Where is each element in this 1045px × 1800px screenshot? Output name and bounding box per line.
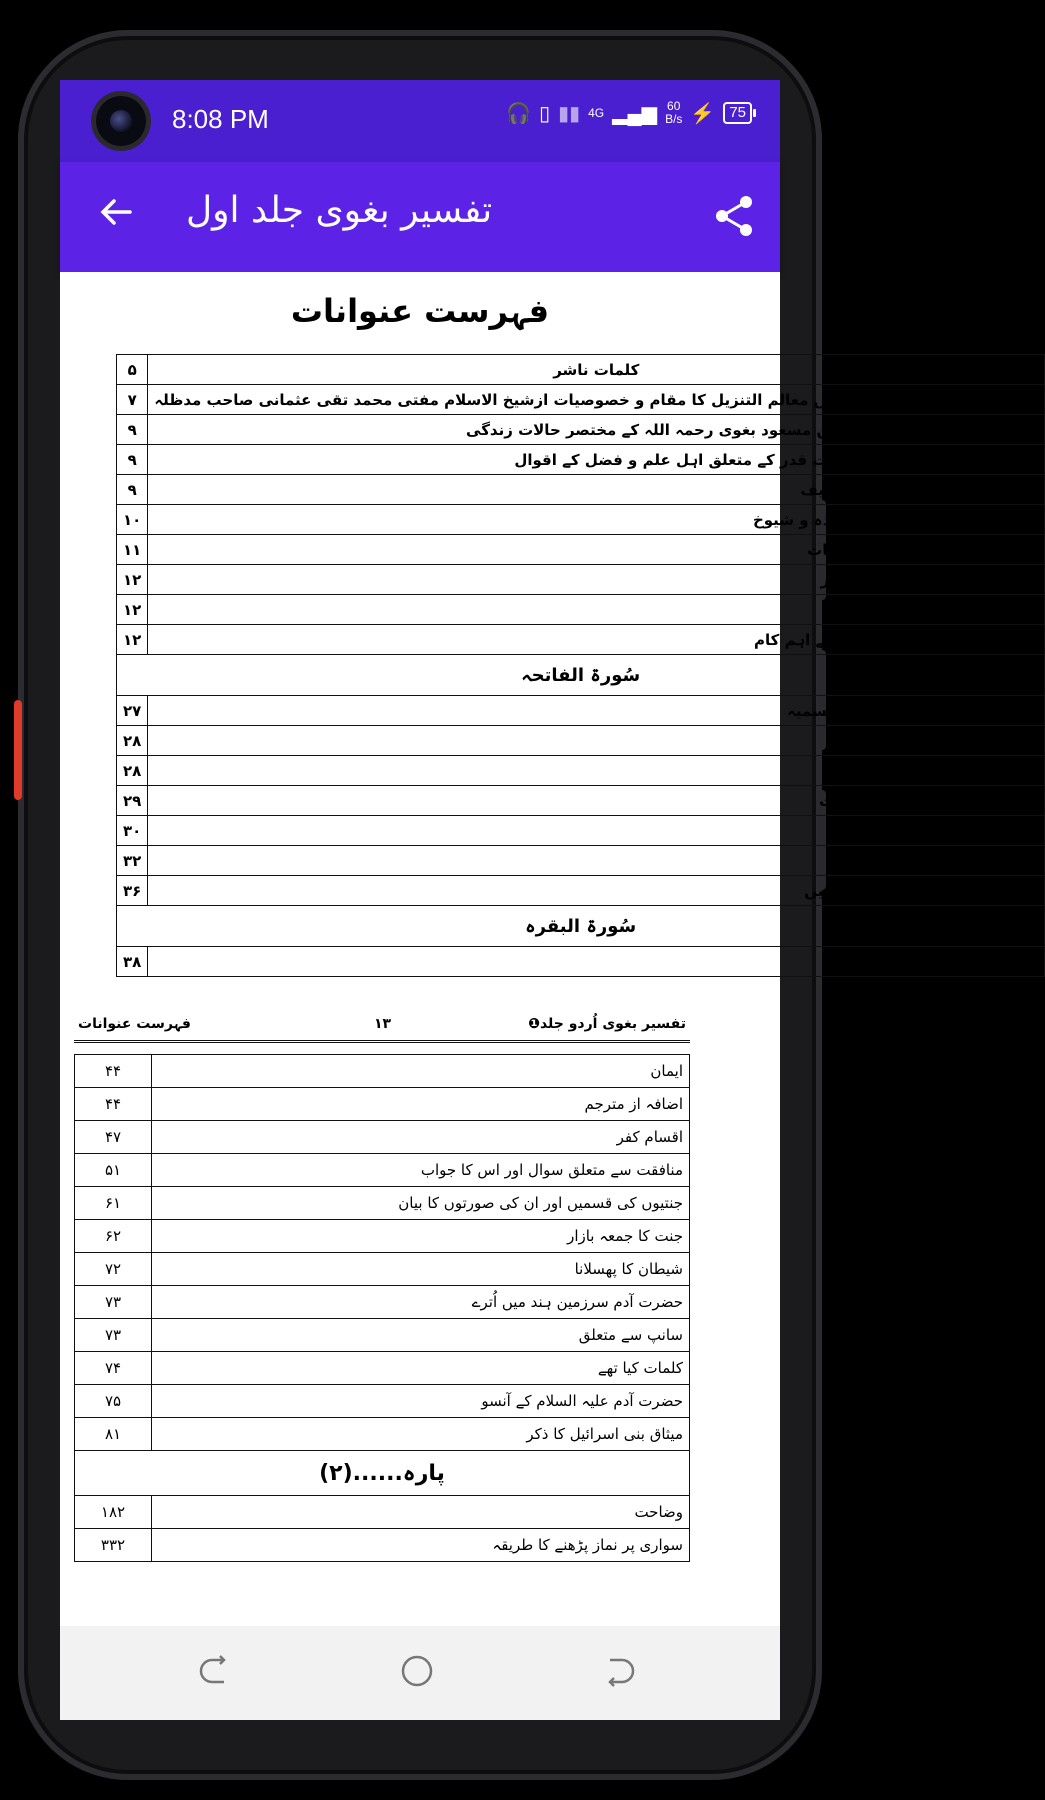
table-row bbox=[117, 756, 1045, 786]
row-page-number: ۳۳۲ bbox=[75, 1529, 152, 1562]
row-title: امام بغوی رحمہ اللہ کے اساتذہ و شیوخ bbox=[148, 505, 1045, 535]
row-page-number: ۱۲ bbox=[117, 595, 148, 625]
nav-recent-icon[interactable] bbox=[600, 1654, 634, 1688]
page2-header-book: تفسیر بغوی اُردو جلد❶ bbox=[528, 1016, 686, 1032]
row-title: فصل فضیلت فاتحہ کے بیان میں bbox=[148, 876, 1045, 906]
row-page-number: ۷۳ bbox=[75, 1319, 152, 1352]
speed-value: 60 bbox=[667, 99, 681, 113]
row-page-number: ۲۷ bbox=[117, 696, 148, 726]
nav-back-icon[interactable] bbox=[200, 1654, 234, 1688]
row-page-number: ۹ bbox=[117, 475, 148, 505]
row-page-number: ۱۲ bbox=[117, 565, 148, 595]
table-row bbox=[75, 1154, 690, 1187]
table-row bbox=[117, 876, 1045, 906]
table-row bbox=[75, 1286, 690, 1319]
table-row bbox=[75, 1385, 690, 1418]
row-title: رحمۃ کا معنی bbox=[148, 816, 1045, 846]
table-row bbox=[75, 1088, 690, 1121]
table-row bbox=[117, 535, 1045, 565]
table-row bbox=[117, 445, 1045, 475]
network-speed bbox=[665, 100, 682, 126]
row-page-number: ۱۲ bbox=[117, 625, 148, 655]
table-row bbox=[117, 816, 1045, 846]
table-row bbox=[117, 947, 1045, 977]
battery-icon: 75 bbox=[723, 102, 752, 124]
row-page-number: ۳۶ bbox=[117, 876, 148, 906]
row-title: حضرت آدم علیہ السلام کے آنسو bbox=[152, 1385, 690, 1418]
page2-header bbox=[74, 1012, 690, 1043]
speed-unit: B/s bbox=[665, 112, 683, 126]
row-page-number: ۳۰ bbox=[117, 816, 148, 846]
row-title: کلمات کیا تھے bbox=[152, 1352, 690, 1385]
app-bar bbox=[60, 162, 780, 272]
section-title: سُورۃ الفاتحہ bbox=[117, 655, 1045, 696]
row-page-number: ۷ bbox=[117, 385, 148, 415]
network-type: 4G bbox=[588, 105, 605, 120]
navigation-bar bbox=[60, 1626, 780, 1720]
row-title: اسم مشتق ہے یا جامد bbox=[148, 756, 1045, 786]
table-row bbox=[117, 505, 1045, 535]
share-svg bbox=[710, 192, 758, 240]
table-row bbox=[75, 1496, 690, 1529]
contents-heading: فہرست عنوانات bbox=[290, 292, 550, 330]
row-title: حروف مقطعات کی بحث bbox=[148, 947, 1045, 977]
section-title: پارہ......(۲) bbox=[75, 1451, 690, 1496]
row-title: منافقت سے متعلق سوال اور اس کا جواب bbox=[152, 1154, 690, 1187]
table-row bbox=[117, 696, 1045, 726]
headphones-icon: 🎧 bbox=[506, 102, 532, 125]
table-row bbox=[75, 1220, 690, 1253]
share-icon[interactable] bbox=[710, 192, 758, 240]
page-title: تفسیر بغوی جلد اول bbox=[186, 190, 493, 231]
table-row bbox=[75, 1055, 690, 1088]
row-title: سانپ سے متعلق bbox=[152, 1319, 690, 1352]
table-row bbox=[117, 385, 1045, 415]
row-title: امام بغوی رحمہ اللہ کی تصانیف bbox=[148, 475, 1045, 505]
table-row bbox=[117, 625, 1045, 655]
row-title: اسم و مسمّٰی کی بحث bbox=[148, 726, 1045, 756]
row-page-number: ۱۸۲ bbox=[75, 1496, 152, 1529]
contents-table-page2 bbox=[74, 1054, 690, 1562]
row-title: حضرت آدم سرزمین ہند میں اُترے bbox=[152, 1286, 690, 1319]
page2-header-section: فہرست عنوانات bbox=[78, 1016, 191, 1032]
row-page-number: ۸۱ bbox=[75, 1418, 152, 1451]
row-title: اقسام کفر bbox=[152, 1121, 690, 1154]
table-row bbox=[117, 595, 1045, 625]
row-page-number: ۶۱ bbox=[75, 1187, 152, 1220]
row-page-number: ۷۵ bbox=[75, 1385, 152, 1418]
charging-icon: ⚡ bbox=[690, 102, 716, 125]
contents-table-page1 bbox=[116, 354, 1045, 977]
table-row bbox=[75, 1319, 690, 1352]
front-camera bbox=[96, 96, 146, 146]
table-row bbox=[117, 726, 1045, 756]
table-row bbox=[117, 565, 1045, 595]
row-page-number: ۴۴ bbox=[75, 1055, 152, 1088]
table-row bbox=[117, 846, 1045, 876]
row-page-number: ۵۱ bbox=[75, 1154, 152, 1187]
row-title: وضاحت bbox=[152, 1496, 690, 1529]
section-row bbox=[117, 655, 1045, 696]
status-bar bbox=[60, 80, 780, 162]
table-row bbox=[75, 1418, 690, 1451]
row-page-number: ۷۴ bbox=[75, 1352, 152, 1385]
signal-sim2-icon: ▂▄▆ bbox=[612, 102, 658, 125]
row-title: مقدمۃ الکتاب.......تفاسیر میں معالم التنزیل کا مقام و خصوصیات ازشیخ الاسلام مفتی محمد تقی عثمانی صاحب مدظلہ bbox=[148, 385, 1045, 415]
row-page-number: ۲۸ bbox=[117, 726, 148, 756]
row-title: میثاق بنی اسرائیل کا ذکر bbox=[152, 1418, 690, 1451]
row-title: کلمات ناشر bbox=[148, 355, 1045, 385]
table-row bbox=[75, 1253, 690, 1286]
back-arrow-svg bbox=[96, 192, 136, 232]
row-page-number: ۴۷ bbox=[75, 1121, 152, 1154]
row-title: جنتیوں کی قسمیں اور ان کی صورتوں کا بیان bbox=[152, 1187, 690, 1220]
row-title: تفسیر بغوی میں کیے جانے والے اہم کام bbox=[148, 625, 1045, 655]
table-row bbox=[75, 1187, 690, 1220]
row-title: امام بغوی رحمہ اللہ کی جلالت قدر کے متعلق اہل علم و فضل کے اقوال bbox=[148, 445, 1045, 475]
row-page-number: ۳۸ bbox=[117, 947, 148, 977]
row-title: جنت کا جمعہ بازار bbox=[152, 1220, 690, 1253]
row-title: سورۃ فاتحہ کے نام اور وجہ تسمیہ bbox=[148, 696, 1045, 726]
row-page-number: ۲۸ bbox=[117, 756, 148, 786]
row-title: شیطان کا پھسلانا bbox=[152, 1253, 690, 1286]
row-title: لفظ اللہ کے متعلق علمی بحث bbox=[148, 786, 1045, 816]
page2-page-number: ۱۳ bbox=[374, 1016, 392, 1032]
section-title: سُورۃ البقرہ bbox=[117, 906, 1045, 947]
document-view[interactable] bbox=[60, 272, 1039, 1626]
row-page-number: ۳۲ bbox=[117, 846, 148, 876]
section-row bbox=[117, 906, 1045, 947]
row-title: غیر مطبوعہ کتب bbox=[148, 595, 1045, 625]
row-page-number: ۷۲ bbox=[75, 1253, 152, 1286]
row-page-number: ۹ bbox=[117, 415, 148, 445]
signal-sim1-icon: ▮▮ bbox=[558, 102, 581, 125]
table-row bbox=[117, 355, 1045, 385]
status-icons bbox=[506, 100, 752, 126]
row-page-number: ۲۹ bbox=[117, 786, 148, 816]
status-time: 8:08 PM bbox=[172, 104, 269, 134]
row-page-number: ۴۴ bbox=[75, 1088, 152, 1121]
row-title: تفسیر بغوی کی چند خصوصیات bbox=[148, 535, 1045, 565]
row-title: تفسیر بغوی کے ماخذ و مصادر bbox=[148, 565, 1045, 595]
row-page-number: ۶۲ bbox=[75, 1220, 152, 1253]
table-row bbox=[75, 1529, 690, 1562]
row-page-number: ۹ bbox=[117, 445, 148, 475]
table-row bbox=[117, 786, 1045, 816]
nav-home-icon[interactable] bbox=[400, 1654, 434, 1688]
table-row bbox=[75, 1352, 690, 1385]
row-page-number: ۱۰ bbox=[117, 505, 148, 535]
row-title: مفسر قرآن.....امام حسین بن مسعود بغوی رحمہ اللہ کے مختصر حالات زندگی bbox=[148, 415, 1045, 445]
row-title: ایمان bbox=[152, 1055, 690, 1088]
row-title: اضافہ از مترجم bbox=[152, 1088, 690, 1121]
table-row bbox=[75, 1121, 690, 1154]
vibrate-icon: ▯ bbox=[539, 102, 551, 125]
arrow-left-icon[interactable] bbox=[96, 192, 136, 243]
row-page-number: ۱۱ bbox=[117, 535, 148, 565]
row-page-number: ۵ bbox=[117, 355, 148, 385]
row-title: سواری پر نماز پڑھنے کا طریقہ bbox=[152, 1529, 690, 1562]
section-row bbox=[75, 1451, 690, 1496]
table-row bbox=[117, 415, 1045, 445]
table-row bbox=[117, 475, 1045, 505]
side-button-red bbox=[14, 700, 22, 800]
row-page-number: ۷۳ bbox=[75, 1286, 152, 1319]
row-title: رب العالمین کا ذکر bbox=[148, 846, 1045, 876]
screen bbox=[60, 80, 1039, 1720]
